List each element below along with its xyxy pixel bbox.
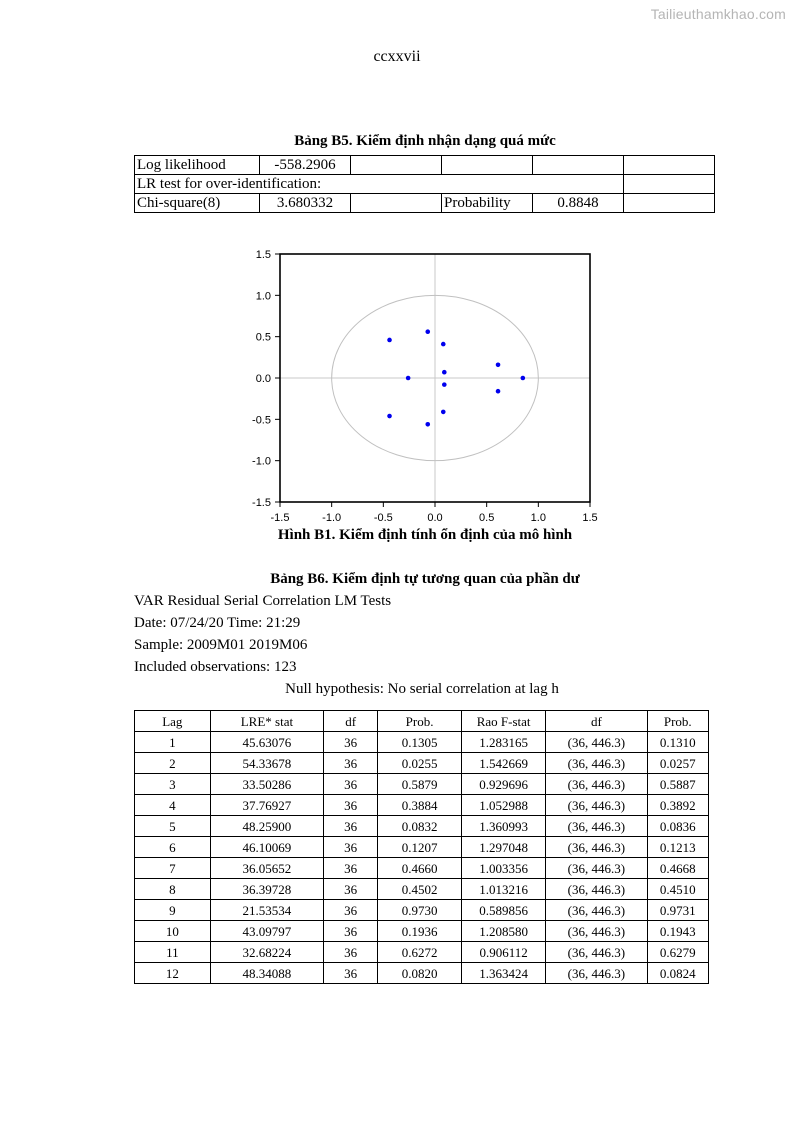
figure-b1-caption: Hình B1. Kiểm định tính ổn định của mô hình xyxy=(277,527,573,543)
table-row xyxy=(135,858,709,879)
chi-square-label: Chi-square(8) xyxy=(135,194,260,213)
table-cell: 0.4510 xyxy=(647,879,708,900)
probability-value: 0.8848 xyxy=(533,194,624,213)
x-tick-label: -1.0 xyxy=(322,512,342,524)
table-cell: (36, 446.3) xyxy=(546,858,647,879)
table-cell: 3 xyxy=(135,774,211,795)
table-row xyxy=(135,156,715,175)
table-cell: 36 xyxy=(324,774,378,795)
y-tick-label: 0.0 xyxy=(255,373,271,385)
table-cell: (36, 446.3) xyxy=(546,774,647,795)
table-cell: 0.0820 xyxy=(378,963,462,984)
table-cell: 0.9730 xyxy=(378,900,462,921)
table-cell: 0.3884 xyxy=(378,795,462,816)
table-cell: (36, 446.3) xyxy=(546,921,647,942)
table-cell: 43.09797 xyxy=(210,921,323,942)
table-cell: 46.10069 xyxy=(210,837,323,858)
stability-chart xyxy=(236,240,606,530)
data-point xyxy=(521,376,526,381)
table-cell: 0.1943 xyxy=(647,921,708,942)
table-row xyxy=(135,795,709,816)
table-cell: (36, 446.3) xyxy=(546,732,647,753)
empty-cell xyxy=(624,194,715,213)
column-header: Rao F-stat xyxy=(462,711,546,732)
table-cell: 1.013216 xyxy=(462,879,546,900)
table-cell: 12 xyxy=(135,963,211,984)
table-header-row xyxy=(135,711,709,732)
table-cell: 0.4660 xyxy=(378,858,462,879)
table-cell: 5 xyxy=(135,816,211,837)
table-cell: 0.589856 xyxy=(462,900,546,921)
empty-cell xyxy=(351,194,442,213)
table-cell: 1.360993 xyxy=(462,816,546,837)
data-point xyxy=(442,370,447,375)
test-observations: Included observations: 123 xyxy=(134,659,297,675)
column-header: df xyxy=(546,711,647,732)
table-cell: 36.05652 xyxy=(210,858,323,879)
table-cell: 36 xyxy=(324,879,378,900)
table-cell: 1.283165 xyxy=(462,732,546,753)
probability-label: Probability xyxy=(442,194,533,213)
table-b6-caption: Bảng B6. Kiểm định tự tương quan của phần dư xyxy=(270,571,580,587)
table-cell: 45.63076 xyxy=(210,732,323,753)
table-row xyxy=(135,194,715,213)
x-tick-label: 0.0 xyxy=(427,512,443,524)
table-row xyxy=(135,963,709,984)
table-cell: 36 xyxy=(324,732,378,753)
table-cell: 36 xyxy=(324,963,378,984)
data-point xyxy=(441,410,446,415)
table-row xyxy=(135,732,709,753)
table-cell: 36 xyxy=(324,795,378,816)
table-cell: 1.208580 xyxy=(462,921,546,942)
data-point xyxy=(425,422,430,427)
page-number: ccxxvii xyxy=(373,48,421,65)
table-cell: 1.542669 xyxy=(462,753,546,774)
null-hypothesis: Null hypothesis: No serial correlation at lag h xyxy=(285,681,559,697)
data-point xyxy=(387,338,392,343)
table-cell: 0.1936 xyxy=(378,921,462,942)
table-cell: 0.0824 xyxy=(647,963,708,984)
x-tick-label: -1.5 xyxy=(270,512,290,524)
table-cell: 0.5879 xyxy=(378,774,462,795)
table-cell: 0.929696 xyxy=(462,774,546,795)
table-cell: 0.4668 xyxy=(647,858,708,879)
table-cell: 0.6279 xyxy=(647,942,708,963)
table-b5-caption: Bảng B5. Kiểm định nhận dạng quá mức xyxy=(294,133,556,149)
table-cell: 48.34088 xyxy=(210,963,323,984)
table-cell: 2 xyxy=(135,753,211,774)
table-cell: 32.68224 xyxy=(210,942,323,963)
table-cell: 6 xyxy=(135,837,211,858)
stability-chart-svg xyxy=(236,240,606,530)
column-header: Prob. xyxy=(647,711,708,732)
table-cell: 0.5887 xyxy=(647,774,708,795)
chi-square-value: 3.680332 xyxy=(260,194,351,213)
table-cell: (36, 446.3) xyxy=(546,753,647,774)
x-tick-label: 1.5 xyxy=(582,512,598,524)
test-date: Date: 07/24/20 Time: 21:29 xyxy=(134,615,301,631)
table-b6 xyxy=(134,710,709,984)
table-cell: 1 xyxy=(135,732,211,753)
table-cell: 0.0836 xyxy=(647,816,708,837)
table-row xyxy=(135,921,709,942)
table-cell: 4 xyxy=(135,795,211,816)
table-cell: 36 xyxy=(324,900,378,921)
table-cell: 11 xyxy=(135,942,211,963)
table-cell: 0.4502 xyxy=(378,879,462,900)
watermark: Tailieuthamkhao.com xyxy=(650,6,786,22)
table-cell: (36, 446.3) xyxy=(546,942,647,963)
table-cell: 8 xyxy=(135,879,211,900)
table-cell: 0.0832 xyxy=(378,816,462,837)
y-tick-label: -1.0 xyxy=(252,455,271,468)
table-cell: 33.50286 xyxy=(210,774,323,795)
table-cell: 36 xyxy=(324,837,378,858)
test-sample: Sample: 2009M01 2019M06 xyxy=(134,637,308,653)
table-cell: 36 xyxy=(324,942,378,963)
table-cell: 36 xyxy=(324,816,378,837)
data-point xyxy=(425,329,430,334)
table-cell: 1.052988 xyxy=(462,795,546,816)
x-tick-label: 0.5 xyxy=(479,512,495,524)
table-cell: (36, 446.3) xyxy=(546,963,647,984)
y-tick-label: 0.5 xyxy=(255,331,271,344)
column-header: Lag xyxy=(135,711,211,732)
y-tick-label: -0.5 xyxy=(252,414,271,427)
column-header: df xyxy=(324,711,378,732)
table-cell: 0.6272 xyxy=(378,942,462,963)
log-likelihood-label: Log likelihood xyxy=(135,156,260,175)
table-row xyxy=(135,879,709,900)
table-cell: (36, 446.3) xyxy=(546,837,647,858)
table-cell: 0.3892 xyxy=(647,795,708,816)
table-cell: 0.0255 xyxy=(378,753,462,774)
table-row xyxy=(135,942,709,963)
lr-test-label: LR test for over-identification: xyxy=(135,175,624,194)
table-cell: (36, 446.3) xyxy=(546,816,647,837)
table-cell: 9 xyxy=(135,900,211,921)
table-cell: 0.1213 xyxy=(647,837,708,858)
data-point xyxy=(406,376,411,381)
table-cell: (36, 446.3) xyxy=(546,795,647,816)
table-cell: 36 xyxy=(324,858,378,879)
table-row xyxy=(135,900,709,921)
y-tick-label: 1.0 xyxy=(255,290,271,303)
table-cell: 48.25900 xyxy=(210,816,323,837)
table-row xyxy=(135,753,709,774)
table-b5 xyxy=(134,155,715,213)
empty-cell xyxy=(624,156,715,175)
table-cell: 36.39728 xyxy=(210,879,323,900)
empty-cell xyxy=(533,156,624,175)
table-cell: 7 xyxy=(135,858,211,879)
y-tick-label: -1.5 xyxy=(252,497,271,509)
table-row xyxy=(135,175,715,194)
table-cell: 10 xyxy=(135,921,211,942)
table-cell: 0.1207 xyxy=(378,837,462,858)
data-point xyxy=(387,414,392,419)
table-cell: 36 xyxy=(324,921,378,942)
table-cell: 36 xyxy=(324,753,378,774)
table-cell: 0.9731 xyxy=(647,900,708,921)
table-cell: 21.53534 xyxy=(210,900,323,921)
table-cell: 0.1310 xyxy=(647,732,708,753)
table-cell: 0.1305 xyxy=(378,732,462,753)
table-cell: 0.0257 xyxy=(647,753,708,774)
data-point xyxy=(496,389,501,394)
log-likelihood-value: -558.2906 xyxy=(260,156,351,175)
table-row xyxy=(135,837,709,858)
table-row xyxy=(135,816,709,837)
empty-cell xyxy=(624,175,715,194)
table-cell: (36, 446.3) xyxy=(546,879,647,900)
empty-cell xyxy=(351,156,442,175)
y-tick-label: 1.5 xyxy=(255,249,271,261)
table-cell: 1.297048 xyxy=(462,837,546,858)
table-cell: (36, 446.3) xyxy=(546,900,647,921)
data-point xyxy=(496,362,501,367)
x-tick-label: 1.0 xyxy=(530,512,546,524)
column-header: Prob. xyxy=(378,711,462,732)
x-tick-label: -0.5 xyxy=(373,512,393,524)
table-cell: 54.33678 xyxy=(210,753,323,774)
table-row xyxy=(135,774,709,795)
table-cell: 37.76927 xyxy=(210,795,323,816)
data-point xyxy=(442,382,447,387)
test-title: VAR Residual Serial Correlation LM Tests xyxy=(134,593,392,609)
table-cell: 1.003356 xyxy=(462,858,546,879)
data-point xyxy=(441,342,446,347)
empty-cell xyxy=(442,156,533,175)
column-header: LRE* stat xyxy=(210,711,323,732)
table-cell: 1.363424 xyxy=(462,963,546,984)
table-cell: 0.906112 xyxy=(462,942,546,963)
